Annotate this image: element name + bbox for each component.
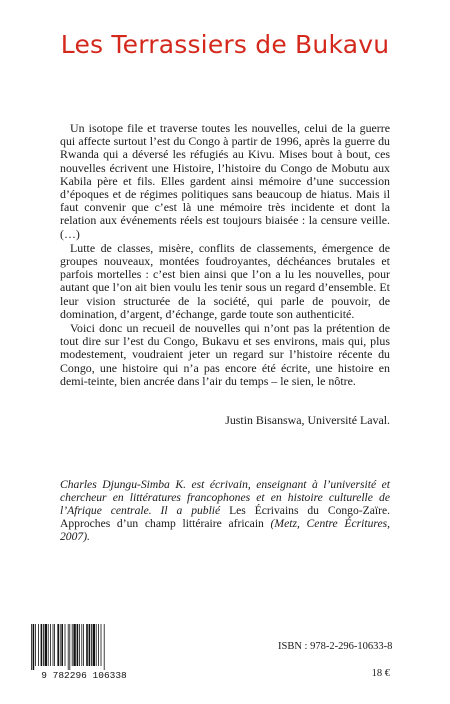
barcode-bar (69, 624, 70, 670)
barcode-digits: 9 782296 106338 (41, 670, 127, 680)
blurb-signature: Justin Bisanswa, Université Laval. (225, 413, 390, 427)
barcode-bar (68, 624, 69, 670)
barcode-bar (35, 624, 36, 666)
barcode-bar (81, 624, 82, 666)
barcode-bar (57, 624, 59, 666)
barcode (28, 624, 140, 680)
barcode-bar (43, 624, 44, 666)
barcode-bar (48, 624, 49, 666)
barcode-bar (33, 624, 35, 670)
barcode-bar (60, 624, 61, 666)
barcode-bar (61, 624, 63, 666)
author-bio (60, 478, 390, 543)
barcode-bar (73, 624, 75, 666)
blurb-paragraph: Voici donc un recueil de nouvelles qui n’ont pas la prétention de tout dire sur l’est du Congo, Bukavu et ses environs, mais qui, plus modestement, voudraient jeter un regard sur l’histoire récente du Congo, une histoire qui n’a pas encore été écrite, une histoire en demi-teinte, bien ancrée dans l’air du temps – le sien, le nôtre. (60, 321, 390, 388)
barcode-bar (86, 624, 88, 666)
barcode-bar (93, 624, 95, 666)
barcode-bar (79, 624, 80, 666)
barcode-bar (77, 624, 79, 666)
author-bio-publisher: (Metz, Centre Écritures, 2007). (60, 517, 391, 543)
barcode-bar (104, 624, 105, 670)
barcode-bar (89, 624, 91, 666)
barcode-bar (50, 624, 51, 666)
barcode-bar (53, 624, 54, 666)
barcode-bar (41, 624, 43, 666)
price-label: 18 € (371, 668, 390, 679)
barcode-bar (96, 624, 97, 666)
barcode-bar (31, 624, 32, 670)
barcode-bar (54, 624, 55, 666)
barcode-bar (83, 624, 84, 666)
barcode-bar (98, 624, 99, 666)
isbn-label: ISBN : 978-2-296-10633-8 (278, 641, 393, 652)
author-bio-book-title: Les Écrivains du Congo-Zaïre. Approches d’un champ littéraire africain (60, 504, 390, 530)
blurb-paragraph: Un isotope file et traverse toutes les nouvelles, celui de la guerre qui affecte surtout l’est du Congo à partir de 1996, après la guerre du Rwanda qui a déversé les réfugiés au Kivu. Mises bout à bout, ces nouvelles écrivent une Histoire, l’histoire du Congo de Mobutu aux Kabila père et fils. Elles gardent ainsi mémoire d’une succession d’époques et de régimes politiques sans beaucoup de hiatus. Mais il faut convenir que c’est là une mémoire très incidente et dont la relation aux événements réels est toujours biaisée : la censure veille. (…) (60, 121, 390, 241)
blurb-paragraph: Lutte de classes, misère, conflits de classements, émergence de groupes nouveaux, montées foudroyantes, déchéances brutales et parfois mortelles : c’est bien ainsi que l’on a lu les nouvelles, pour autant que l’on ait bien voulu les tenir sous un regard d’ensemble. Et leur vision structurée de la société, qui parle de pouvoir, de domination, d’argent, d’échange, garde toute son authenticité. (60, 240, 390, 321)
back-cover-blurb (60, 122, 390, 389)
barcode-bar (101, 624, 102, 666)
book-title: Les Terrassiers de Bukavu (60, 30, 390, 59)
barcode-bar (72, 624, 73, 666)
barcode-bar (38, 624, 39, 666)
author-bio-intro: Charles Djungu-Simba K. est écrivain, enseignant à l’université et chercheur en littératures francophones et en histoire culturelle de l’Afrique centrale. Il a publié (60, 478, 390, 517)
barcode-bar (91, 624, 92, 666)
barcode-bar (45, 624, 47, 666)
barcode-bar (65, 624, 66, 666)
